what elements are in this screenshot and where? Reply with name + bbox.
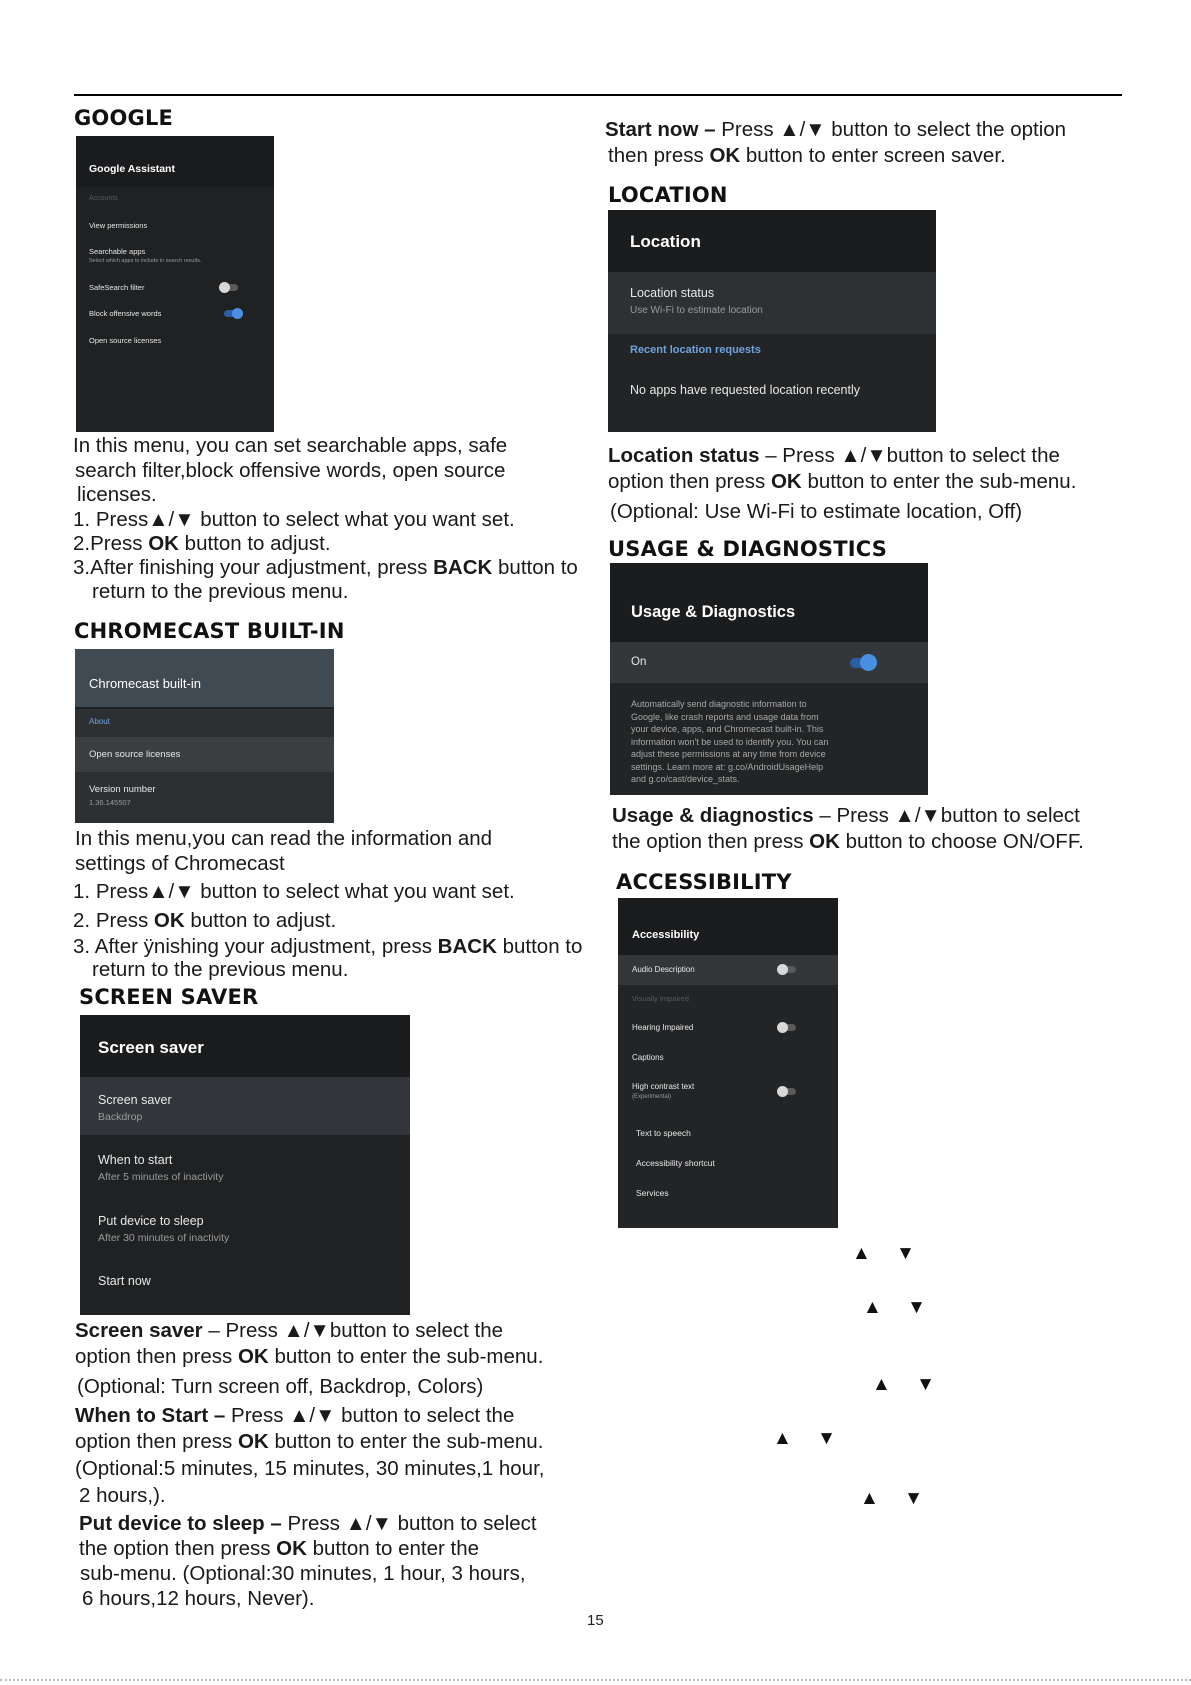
chromecast-intro-line1: In this menu,you can read the information and [75,827,493,850]
text: the option then press [79,1537,271,1560]
text: then press [608,144,704,167]
menu-item-visually-impaired: Visually Impaired [632,994,689,1003]
when-to-start-line4: 2 hours,). [79,1484,166,1507]
start-now-line2 [608,143,1006,168]
panel-title: Usage & Diagnostics [631,603,796,621]
menu-item-location-status[interactable]: Location status [630,286,715,300]
ok-key: OK [148,532,179,555]
step-text: button to adjust. [190,909,337,932]
step-number: 3. [73,935,91,958]
description-line: and g.co/cast/device_stats. [631,774,740,784]
menu-item-open-source-licenses[interactable]: Open source licenses [89,749,181,760]
menu-item-hearing-impaired[interactable]: Hearing Impaired [632,1023,694,1032]
text: Press ▲/▼ button to select the option [721,118,1067,141]
step-text: button to select what you want set. [200,880,515,903]
term: Start now – [605,118,716,141]
step-number: 2. [73,909,91,932]
step-text: Press [95,508,149,531]
location-status-line3: (Optional: Use Wi-Fi to estimate location, Off) [610,500,1023,523]
menu-item-sublabel: After 30 minutes of inactivity [98,1232,230,1244]
google-assistant-panel [76,136,274,432]
step-number: 1. [73,880,91,903]
google-intro-line3: licenses. [77,483,157,506]
term: Put device to sleep – [79,1512,282,1535]
description-line: Google, like crash reports and usage data from [631,711,819,722]
panel-category: Recent location requests [630,344,761,356]
menu-item-when-to-start[interactable]: When to start [98,1153,173,1167]
ok-key: OK [237,1430,269,1453]
menu-item-on[interactable]: On [631,656,647,668]
step-text: After finishing your adjustment, press [90,556,428,579]
divider [75,707,334,709]
block-offensive-toggle[interactable] [224,310,242,317]
safesearch-toggle[interactable] [220,284,238,291]
step-text: After ÿnishing your adjustment, press [94,935,432,958]
ok-key: OK [709,144,741,167]
term: When to Start – [75,1404,226,1427]
step-text: button to adjust. [184,532,331,555]
usage-desc-line2 [612,829,1084,854]
start-now-line1 [605,117,1066,142]
usage-diagnostics-panel [610,563,928,795]
updown-arrows: ▲/▼ [148,880,195,903]
ok-key: OK [153,909,185,932]
location-heading: LOCATION [608,183,728,207]
version-number-value: 1.36.145507 [89,798,131,807]
term: Screen saver [75,1319,203,1342]
screen-saver-desc-line3: (Optional: Turn screen off, Backdrop, Colors) [77,1375,484,1398]
step-text: Press [95,880,149,903]
text: option then press [75,1430,233,1453]
panel-title: Google Assistant [89,163,175,175]
put-device-to-sleep-line3: sub-menu. (Optional:30 minutes, 1 hour, 3 hours, [80,1562,526,1585]
step-text: button to [502,935,583,958]
text: Press ▲/▼ button to select the [231,1404,515,1427]
menu-item-sublabel: Backdrop [98,1111,143,1123]
usage-description [631,698,828,786]
panel-category: About [89,717,110,726]
updown-arrows-icon: ▲ ▼ [872,1374,945,1395]
step-number: 1. [73,508,91,531]
description-line: settings. Learn more at: g.co/AndroidUsageHelp [631,761,824,772]
google-step-3 [73,556,578,580]
text: button to enter the sub-menu. [807,470,1077,493]
back-key: BACK [437,935,497,958]
menu-item-sublabel: (Experimental) [632,1094,672,1100]
text: button to enter the sub-menu. [274,1430,544,1453]
menu-item-no-apps: No apps have requested location recently [630,383,861,397]
google-step-2 [73,532,331,556]
updown-arrows: ▲/▼ [148,508,195,531]
term: Location status [608,444,760,467]
text: button to choose ON/OFF. [845,830,1084,853]
location-panel [608,210,936,432]
chromecast-step-3 [73,935,582,959]
ok-key: OK [770,470,802,493]
put-device-to-sleep-line4: 6 hours,12 hours, Never). [82,1587,315,1610]
screen-saver-desc-line1 [75,1318,503,1343]
screen-saver-desc-line2 [75,1344,543,1369]
google-step-3-cont: return to the previous menu. [92,580,349,603]
chromecast-step-2 [73,909,336,933]
step-text: Press [95,909,149,932]
menu-item-version-number[interactable]: Version number [89,784,156,795]
menu-item-put-device-to-sleep[interactable]: Put device to sleep [98,1214,204,1228]
step-text: Press [90,532,143,555]
screen-saver-panel [80,1015,410,1315]
menu-item-sublabel: After 5 minutes of inactivity [98,1171,224,1183]
toggle-knob [219,282,230,293]
page-number: 15 [587,1612,604,1629]
audio-description-toggle[interactable] [778,966,796,973]
usage-toggle[interactable] [850,658,874,668]
usage-heading: USAGE & DIAGNOSTICS [608,537,888,561]
row-highlight [608,272,936,334]
panel-header [618,898,838,955]
google-step-1 [73,508,515,532]
step-text: button to [498,556,578,579]
high-contrast-toggle[interactable] [778,1088,796,1095]
panel-category: Accounts [89,195,118,202]
menu-item-sublabel: Use Wi-Fi to estimate location [630,305,763,316]
row-highlight [610,642,928,683]
menu-item-accessibility-shortcut[interactable]: Accessibility shortcut [636,1158,715,1168]
updown-arrows-icon: ▲ ▼ [863,1297,936,1318]
menu-item-text-to-speech[interactable]: Text to speech [636,1128,691,1138]
panel-header [76,136,274,187]
description-line: Automatically send diagnostic information to [631,699,807,709]
menu-item-open-source-licenses[interactable]: Open source licenses [89,336,162,345]
put-device-to-sleep-line2 [79,1536,479,1561]
when-to-start-line1 [75,1403,514,1428]
chromecast-intro-line2: settings of Chromecast [75,852,285,875]
back-key: BACK [433,556,493,579]
ok-key: OK [237,1345,269,1368]
text: – Press ▲/▼button to select the [765,444,1060,467]
menu-item-high-contrast-text[interactable]: High contrast text [632,1082,695,1091]
ok-key: OK [276,1537,307,1560]
panel-title: Chromecast built-in [89,676,201,691]
text: option then press [608,470,766,493]
menu-item-sublabel: Select which apps to include in search results. [89,258,202,264]
toggle-knob [777,1086,788,1097]
ok-key: OK [809,830,840,853]
text: button to enter screen saver. [745,144,1006,167]
updown-arrows-icon: ▲ ▼ [773,1428,846,1449]
google-intro-line1: In this menu, you can set searchable apps, safe [73,434,508,457]
menu-item-audio-description[interactable]: Audio Description [632,965,695,974]
term: Usage & diagnostics [612,804,814,827]
chromecast-panel [75,649,334,823]
menu-item-view-permissions[interactable]: View permissions [89,221,148,230]
put-device-to-sleep-line1 [79,1511,537,1536]
when-to-start-line3: (Optional:5 minutes, 15 minutes, 30 minutes,1 hour, [75,1457,545,1480]
menu-item-screen-saver[interactable]: Screen saver [98,1093,172,1107]
step-text: button to select what you want set. [200,508,515,531]
toggle-knob [777,1022,788,1033]
text: button to enter the sub-menu. [274,1345,544,1368]
text: – Press ▲/▼button to select [819,804,1080,827]
when-to-start-line2 [75,1429,543,1454]
hearing-impaired-toggle[interactable] [778,1024,796,1031]
panel-title: Accessibility [632,929,700,941]
menu-item-block-offensive-words[interactable]: Block offensive words [89,309,162,318]
updown-arrows-icon: ▲ ▼ [852,1243,925,1264]
toggle-knob [860,654,877,671]
accessibility-heading: ACCESSIBILITY [616,870,792,894]
menu-item-captions[interactable]: Captions [632,1053,664,1062]
menu-item-safesearch-filter[interactable]: SafeSearch filter [89,283,145,292]
step-number: 3. [73,556,91,579]
menu-item-searchable-apps[interactable]: Searchable apps [89,247,146,256]
location-status-line2 [608,469,1076,494]
usage-desc-line1 [612,803,1080,828]
description-line: adjust these permissions at any time from device [631,749,826,759]
panel-title: Location [630,232,701,251]
text: button to enter the [312,1537,480,1560]
menu-item-services[interactable]: Services [636,1188,669,1198]
accessibility-panel [618,898,838,1228]
google-intro-line2: search filter,block offensive words, open source [75,459,506,482]
step-number: 2. [73,532,91,555]
menu-item-start-now[interactable]: Start now [98,1274,151,1288]
chromecast-heading: CHROMECAST BUILT-IN [74,619,345,643]
text: the option then press [612,830,804,853]
description-line: your device, apps, and Chromecast built-in. This [631,724,824,734]
text: option then press [75,1345,233,1368]
toggle-knob [232,308,243,319]
chromecast-step-3-cont: return to the previous menu. [92,958,349,981]
toggle-knob [777,964,788,975]
panel-title: Screen saver [98,1038,204,1057]
text: – Press ▲/▼button to select the [208,1319,504,1342]
location-status-line1 [608,443,1060,468]
google-heading: GOOGLE [74,106,174,130]
screen-saver-heading: SCREEN SAVER [79,985,259,1009]
bottom-dotted-line [0,1679,1191,1681]
updown-arrows-icon: ▲ ▼ [860,1488,933,1509]
chromecast-step-1 [73,880,515,904]
description-line: information won't be used to identify you. You can [631,736,829,747]
top-rule [74,94,1122,96]
text: Press ▲/▼ button to select [287,1512,537,1535]
